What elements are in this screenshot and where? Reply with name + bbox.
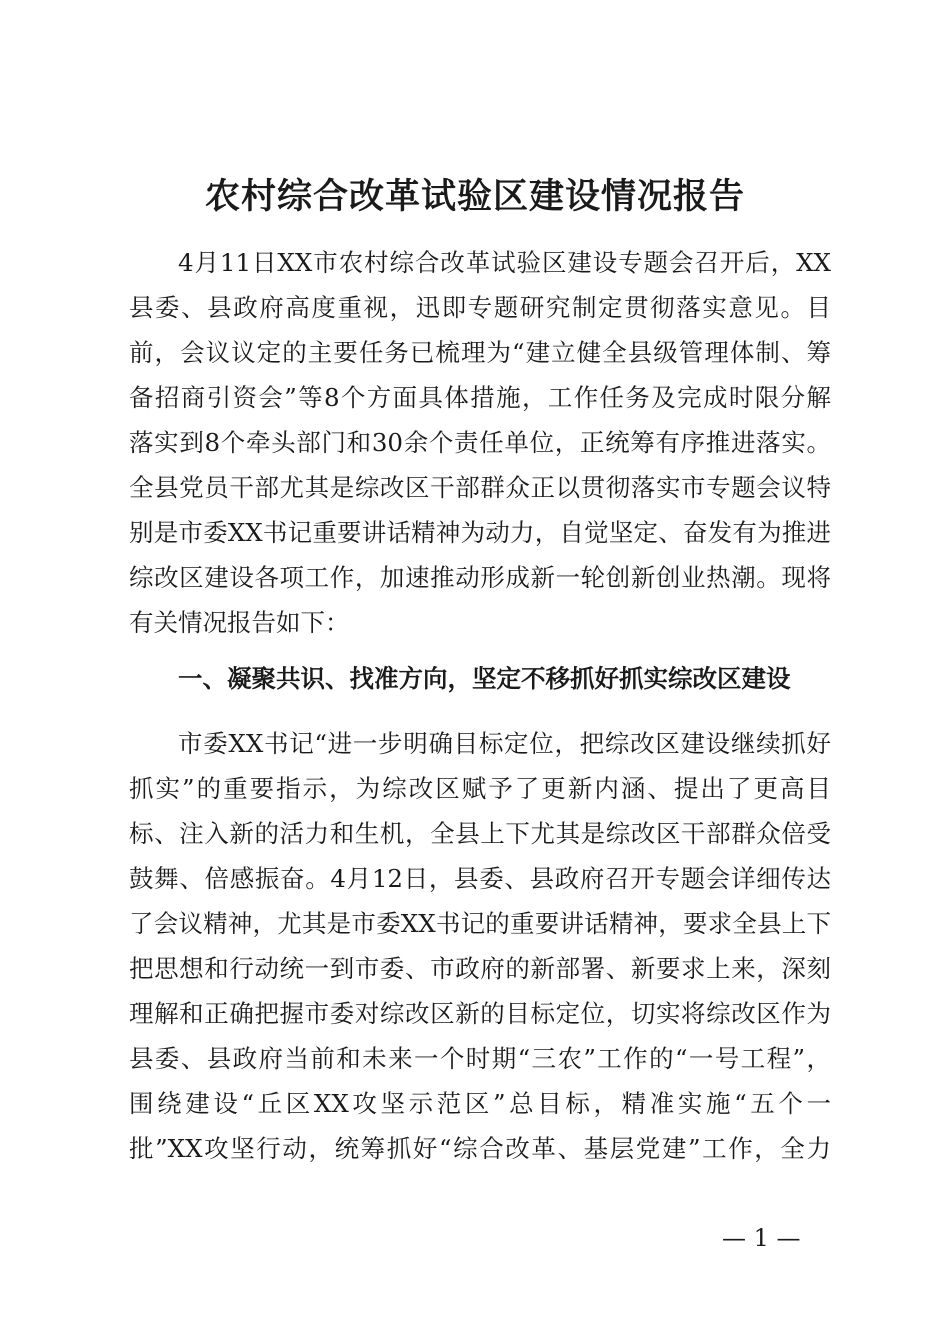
paragraph-line: 鼓舞、倍感振奋。4月12日，县委、县政府召开专题会详细传达	[129, 864, 831, 893]
paragraph-line: 综改区建设各项工作，加速推动形成新一轮创新创业热潮。现将	[129, 563, 831, 592]
section-heading: 一、凝聚共识、找准方向，坚定不移抓好抓实综改区建设	[178, 664, 791, 693]
paragraph-line: 批”XX攻坚行动，统筹抓好“综合改革、基层党建”工作，全力	[129, 1134, 831, 1163]
paragraph-line: 全县党员干部尤其是综改区干部群众正以贯彻落实市专题会议特	[129, 473, 831, 502]
intro-paragraph	[129, 240, 831, 645]
paragraph-line: 4月11日XX市农村综合改革试验区建设专题会召开后，XX	[178, 248, 831, 277]
paragraph-line: 抓实”的重要指示，为综改区赋予了更新内涵、提出了更高目	[129, 774, 831, 803]
paragraph-line: 理解和正确把握市委对综改区新的目标定位，切实将综改区作为	[129, 999, 831, 1028]
document-title: 农村综合改革试验区建设情况报告	[204, 177, 745, 217]
page-number: — 1 —	[722, 1224, 801, 1252]
paragraph-line: 了会议精神，尤其是市委XX书记的重要讲话精神，要求全县上下	[129, 909, 831, 938]
paragraph-line: 标、注入新的活力和生机，全县上下尤其是综改区干部群众倍受	[129, 819, 831, 848]
paragraph-line: 别是市委XX书记重要讲话精神为动力，自觉坚定、奋发有为推进	[129, 518, 831, 547]
paragraph-line: 围绕建设“丘区XX攻坚示范区”总目标，精准实施“五个一	[129, 1089, 831, 1118]
paragraph-line: 把思想和行动统一到市委、市政府的新部署、新要求上来，深刻	[129, 954, 831, 983]
paragraph-line: 备招商引资会”等8个方面具体措施，工作任务及完成时限分解	[129, 383, 831, 412]
paragraph-line: 前，会议议定的主要任务已梳理为“建立健全县级管理体制、筹	[129, 338, 831, 367]
paragraph-line: 落实到8个牵头部门和30余个责任单位，正统筹有序推进落实。	[129, 428, 831, 457]
paragraph-line: 有关情况报告如下：	[129, 608, 350, 637]
paragraph-line: 市委XX书记“进一步明确目标定位，把综改区建设继续抓好	[178, 729, 831, 758]
paragraph-line: 县委、县政府当前和未来一个时期“三农”工作的“一号工程”，	[129, 1044, 831, 1073]
section-paragraph	[129, 721, 831, 1171]
paragraph-line: 县委、县政府高度重视，迅即专题研究制定贯彻落实意见。目	[129, 293, 831, 322]
